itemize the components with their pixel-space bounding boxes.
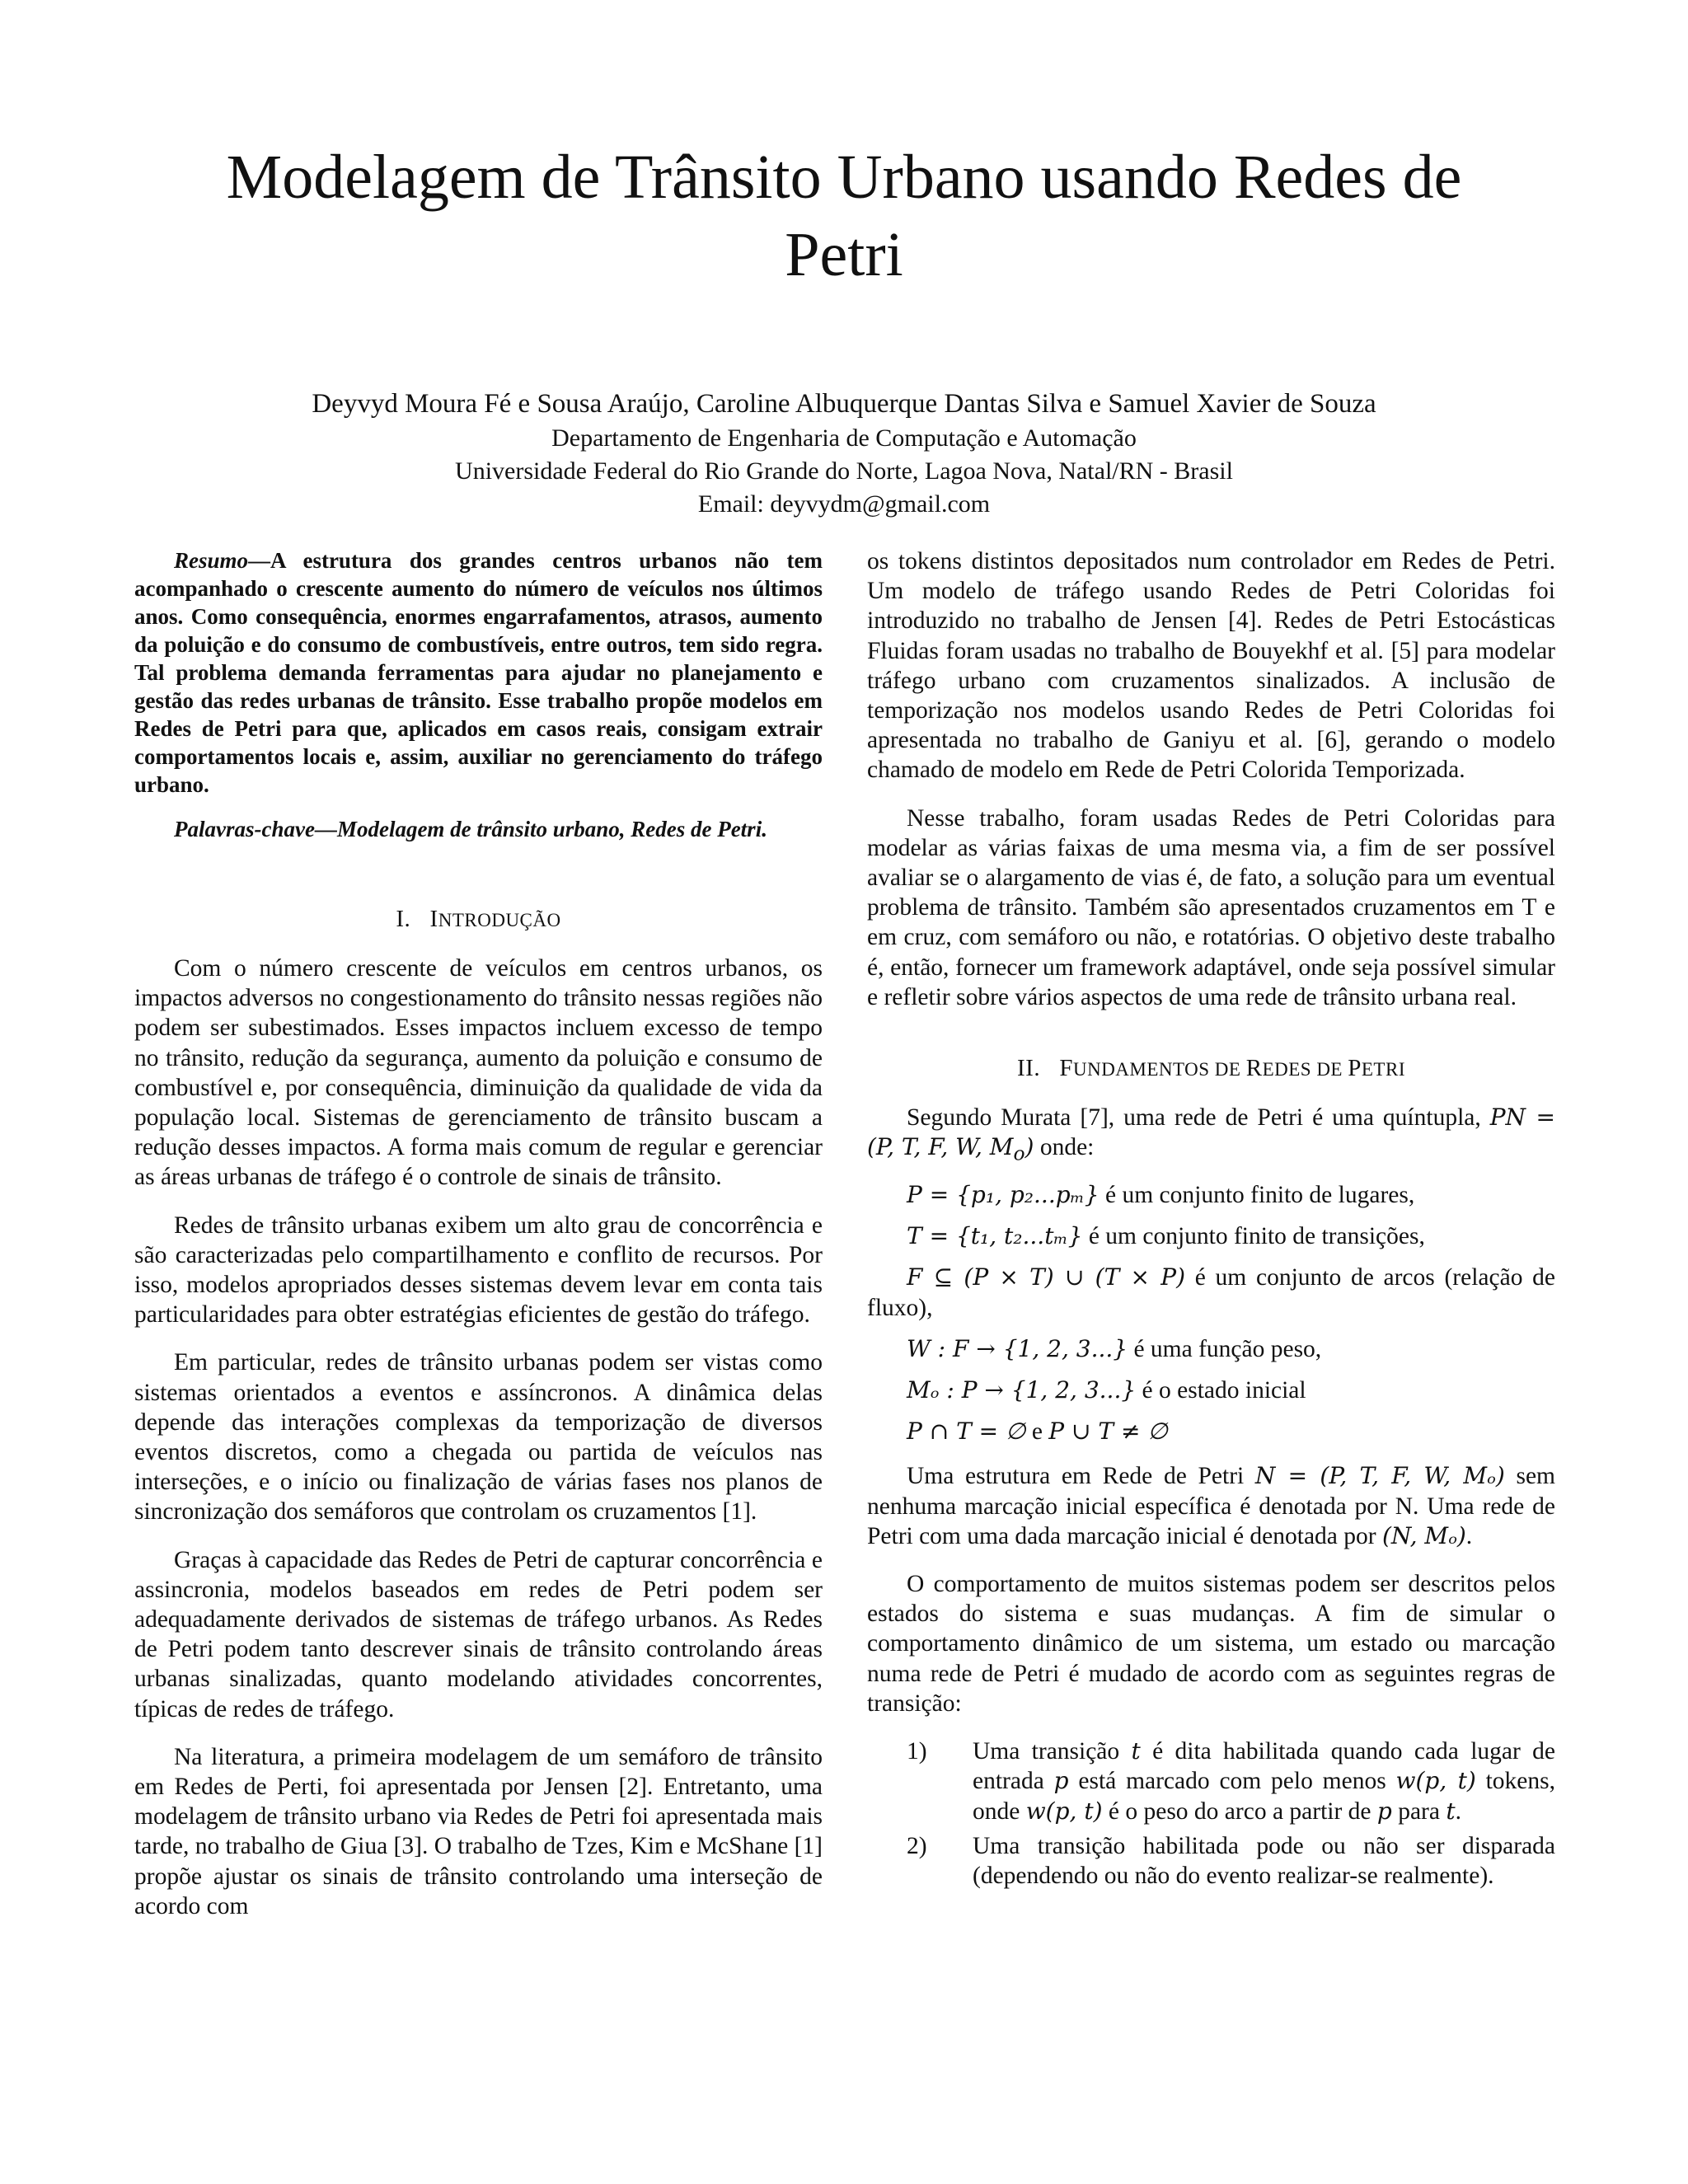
paper-title xyxy=(124,138,1564,293)
rule-text: Uma transição t é dita habilitada quando cada lugar de entrada p está marcado com pelo menos w(p, t) tokens, onde w(p, t) é o peso do arco a partir de p para t. xyxy=(973,1737,1555,1825)
definition-disjoint xyxy=(867,1417,1555,1446)
definition-text: é o estado inicial xyxy=(1136,1377,1306,1404)
paper-authors: Deyvyd Moura Fé e Sousa Araújo, Caroline Albuquerque Dantas Silva e Samuel Xavier de Souza xyxy=(312,389,1376,419)
keywords: Palavras-chave—Modelagem de trânsito urbano, Redes de Petri. xyxy=(174,817,767,841)
section-title-rest-a: UNDAMENTOS DE xyxy=(1072,1059,1246,1080)
section-numeral: I. xyxy=(396,906,411,932)
transition-rules-list xyxy=(867,1736,1555,1891)
definition-math: F ⊆ (P × T) ∪ (T × P) xyxy=(907,1263,1186,1291)
abstract-text: —A estrutura dos grandes centros urbanos não tem acompanhado o crescente aumento do número de veículos nos últimos anos. Como consequência, enormes engarrafamentos, atrasos, aumento da poluição e do consumo de combustíveis, entre outros, tem sido regra. Tal problema demanda ferramentas para ajudar no planejamento e gestão das redes urbanas de trânsito. Esse trabalho propõe modelos em Redes de Petri para que, aplicados em casos reais, consigam extrair comportamentos locais e, assim, auxiliar no gerenciamento do tráfego urbano. xyxy=(134,548,823,797)
author-university: Universidade Federal do Rio Grande do Norte, Lagoa Nova, Natal/RN - Brasil xyxy=(455,457,1233,485)
definition-list xyxy=(867,1180,1555,1446)
right-column xyxy=(867,546,1555,1896)
section-title-rest-c: ETRI xyxy=(1361,1059,1405,1080)
definition-math: W : F → {1, 2, 3...} xyxy=(907,1334,1128,1362)
intro-paragraph-4: Graças à capacidade das Redes de Petri de capturar concorrência e assincronia, modelos baseados em redes de Petri podem ser adequadamente derivados de sistemas de tráfego urbanos. As Redes de Petri podem tanto descrever sinais de trânsito controlando áreas urbanas sinalizadas, quanto modelando atividades concorrentes, típicas de redes de tráfego. xyxy=(134,1546,823,1722)
structure-paragraph xyxy=(867,1461,1555,1551)
section-numeral: II. xyxy=(1017,1055,1041,1082)
paper-title-line-1: Modelagem de Trânsito Urbano usando Redes de xyxy=(226,143,1462,212)
left-column xyxy=(134,546,823,1939)
definition-math: T = {t₁, t₂...tₘ} xyxy=(907,1222,1083,1250)
abstract xyxy=(134,546,823,799)
fundamentals-intro xyxy=(867,1103,1555,1169)
author-email: Email: deyvydm@gmail.com xyxy=(697,490,991,518)
definition-places xyxy=(867,1180,1555,1210)
definition-math: P ∩ T = ∅ xyxy=(907,1418,1026,1446)
transition-rule-1 xyxy=(867,1736,1555,1826)
structure-math: N = (P, T, F, W, Mₒ) xyxy=(1254,1462,1505,1490)
quintuple-formula-sub: o xyxy=(1013,1141,1025,1165)
definition-text: é um conjunto de arcos (relação de fluxo), xyxy=(867,1264,1556,1321)
section-title-initial-p: P xyxy=(1348,1055,1362,1082)
transition-rule-2 xyxy=(867,1831,1555,1891)
section-heading-introduction xyxy=(134,904,823,935)
quintuple-formula-end: ) xyxy=(1025,1133,1034,1161)
paper-title-line-2: Petri xyxy=(785,220,903,289)
section-title-initial: I xyxy=(429,906,438,932)
definition-text: é uma função peso, xyxy=(1128,1335,1322,1362)
definition-initial-state xyxy=(867,1376,1555,1405)
section-title-rest: NTRODUÇÃO xyxy=(438,910,561,930)
intro-paragraph-3: Em particular, redes de trânsito urbanas podem ser vistas como sistemas orientados a eventos e assíncronos. A dinâmica delas depende das interações complexas da temporização de diversos eventos discretos, como a chegada ou partida de veículos nas interseções, e o início ou finalização de várias fases nos planos de sincronização dos semáforos que controlam os cruzamentos [1]. xyxy=(134,1349,823,1526)
definition-math-2: P ∪ T ≠ ∅ xyxy=(1048,1418,1168,1446)
definition-weight xyxy=(867,1334,1555,1364)
quintuple-formula-main: PN = (P, T, F, W, M xyxy=(867,1104,1555,1161)
abstract-lead: Resumo xyxy=(174,548,249,573)
definition-transitions xyxy=(867,1221,1555,1251)
rule-number: 2) xyxy=(907,1832,927,1859)
intro-paragraph-2: Redes de trânsito urbanas exibem um alto grau de concorrência e são caracterizadas pelo compartilhamento e conflito de recursos. Por isso, modelos apropriados desses sistemas devem levar em conta tais particularidades para obter estratégias eficientes de gestão do tráfego. xyxy=(134,1212,823,1329)
intro-paragraph-5: Na literatura, a primeira modelagem de um semáforo de trânsito em Redes de Perti, foi apresentada por Jensen [2]. Entretanto, uma modelagem de trânsito urbano via Redes de Petri foi apresentada mais tarde, no trabalho de Giua [3]. O trabalho de Tzes, Kim e McShane [1] propõe ajustar os sinais de trânsito controlando uma interseção de acordo com xyxy=(134,1743,823,1919)
definition-text: é um conjunto finito de lugares, xyxy=(1099,1182,1415,1209)
intro-paragraph-6: Nesse trabalho, foram usadas Redes de Petri Coloridas para modelar as várias faixas de uma mesma via, a fim de ser possível avaliar se o alargamento de vias é, de fato, a solução para um eventual problema de trânsito. Também são apresentados cruzamentos em T e em cruz, com semáforo ou não, e rotatórias. O objetivo deste trabalho é, então, fornecer um framework adaptável, onde seja possível simular e refletir sobre vários aspectos de uma rede de trânsito urbana real. xyxy=(867,804,1555,1010)
definition-math: P = {p₁, p₂...pₘ} xyxy=(907,1181,1100,1209)
section-heading-fundamentals xyxy=(867,1053,1555,1085)
structure-text-b: sem nenhuma marcação inicial específica é denotada por N. Uma rede de Petri com uma dada marcação inicial é denotada por xyxy=(867,1463,1555,1549)
definition-text: e xyxy=(1025,1418,1049,1446)
behavior-paragraph: O comportamento de muitos sistemas podem ser descritos pelos estados do sistema e suas mudanças. A fim de simular o comportamento dinâmico de um sistema, um estado ou marcação numa rede de Petri é mudado de acordo com as seguintes regras de transição: xyxy=(867,1571,1555,1717)
structure-text-c: . xyxy=(1465,1522,1473,1549)
rule-text: Uma transição habilitada pode ou não ser disparada (dependendo ou não do evento realizar-se realmente). xyxy=(973,1832,1555,1889)
intro-paragraph-5-continuation: os tokens distintos depositados num controlador em Redes de Petri. Um modelo de tráfego usando Redes de Petri Coloridas foi introduzido no trabalho de Jensen [4]. Redes de Petri Estocásticas Fluidas foram usadas no trabalho de Bouyekhf et al. [5] para modelar tráfego urbano com cruzamentos sinalizados. A inclusão de temporização nos modelos usando Redes de Petri Coloridas foi apresentada no trabalho de Ganiyu et al. [6], gerando o modelo chamado de modelo em Rede de Petri Colorida Temporizada. xyxy=(867,548,1555,784)
section-title-initial-f: F xyxy=(1059,1055,1073,1082)
structure-text-a: Uma estrutura em Rede de Petri xyxy=(907,1463,1255,1490)
rule-number: 1) xyxy=(907,1738,927,1765)
definition-text: é um conjunto finito de transições, xyxy=(1082,1223,1425,1250)
section-title-rest-b: EDES DE xyxy=(1262,1059,1348,1080)
intro-paragraph-1: Com o número crescente de veículos em centros urbanos, os impactos adversos no congestionamento do trânsito nessas regiões não podem ser subestimados. Esses impactos incluem excesso de tempo no trânsito, redução da segurança, aumento da poluição e consumo de combustível e, por consequência, diminuição da qualidade de vida da população local. Sistemas de gerenciamento de trânsito buscam a redução desses impactos. A forma mais comum de regular e gerenciar as áreas urbanas de tráfego é o controle de sinais de trânsito. xyxy=(134,955,823,1191)
structure-math-2: (N, Mₒ) xyxy=(1381,1521,1466,1549)
section-title-initial-r: R xyxy=(1245,1055,1263,1082)
author-department: Departamento de Engenharia de Computação e Automação xyxy=(551,424,1137,452)
fundamentals-intro-tail: onde: xyxy=(1034,1134,1095,1161)
definition-arcs xyxy=(867,1263,1555,1322)
definition-math: Mₒ : P → {1, 2, 3...} xyxy=(907,1376,1137,1404)
fundamentals-intro-text: Segundo Murata [7], uma rede de Petri é uma quíntupla, xyxy=(907,1104,1481,1132)
